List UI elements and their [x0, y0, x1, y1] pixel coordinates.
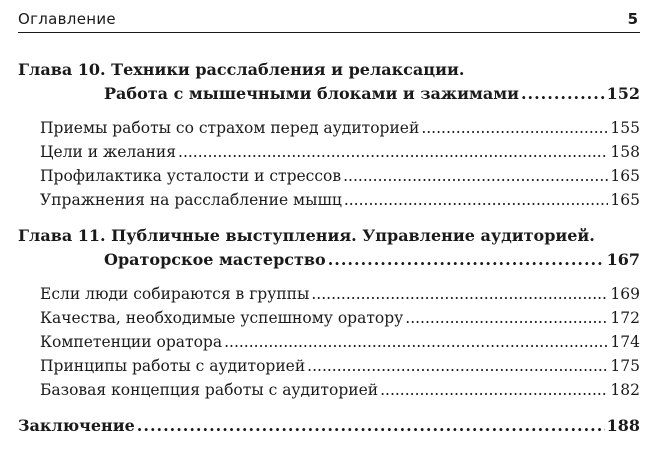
conclusion-entry[interactable]: [18, 414, 640, 438]
toc-item-title: Если люди собираются в группы: [40, 285, 310, 303]
toc-item-title: Компетенции оратора: [40, 333, 223, 351]
toc-item-page: 155: [610, 119, 640, 137]
conclusion-page: 188: [606, 416, 640, 435]
running-header: [18, 6, 640, 33]
table-of-contents: [18, 58, 640, 438]
leader-dots: [328, 248, 605, 272]
toc-item-page: 165: [610, 167, 640, 185]
leader-dots: [343, 164, 608, 188]
toc-item-page: 158: [610, 143, 640, 161]
toc-item-page: 174: [610, 333, 640, 351]
toc-item-title: Принципы работы с аудиторией: [40, 357, 306, 375]
toc-item[interactable]: [18, 164, 640, 188]
running-header-title: Оглавление: [18, 10, 116, 28]
leader-dots: [380, 378, 608, 402]
chapter-10-entry[interactable]: [18, 82, 640, 106]
leader-dots: [521, 82, 605, 106]
chapter-11-entry[interactable]: [18, 248, 640, 272]
chapter-10-title-line1: Глава 10. Техники расслабления и релаксации.: [18, 60, 465, 79]
toc-item-title: Приемы работы со страхом перед аудиторией: [40, 119, 420, 137]
leader-dots: [224, 330, 608, 354]
chapter-11-title-line2: Ораторское мастерство: [104, 250, 326, 269]
toc-item-page: 169: [610, 285, 640, 303]
chapter-10-page: 152: [606, 84, 640, 103]
leader-dots: [307, 354, 608, 378]
toc-item[interactable]: [18, 140, 640, 164]
toc-item-page: 182: [610, 381, 640, 399]
toc-item-title: Базовая концепция работы с аудиторией: [40, 381, 379, 399]
leader-dots: [405, 306, 608, 330]
leader-dots: [421, 116, 608, 140]
chapter-10-title-line2: Работа с мышечными блоками и зажимами: [104, 84, 519, 103]
page-number: 5: [627, 10, 638, 28]
toc-item-title: Качества, необходимые успешному оратору: [40, 309, 404, 327]
toc-item-page: 175: [610, 357, 640, 375]
chapter-11-title-line1: Глава 11. Публичные выступления. Управление аудиторией.: [18, 226, 595, 245]
toc-item-title: Профилактика усталости и стрессов: [40, 167, 342, 185]
chapter-11-page: 167: [606, 250, 640, 269]
toc-item[interactable]: [18, 116, 640, 140]
leader-dots: [178, 140, 608, 164]
toc-item[interactable]: [18, 378, 640, 402]
toc-item[interactable]: [18, 188, 640, 212]
toc-item[interactable]: [18, 330, 640, 354]
toc-item-page: 172: [610, 309, 640, 327]
leader-dots: [344, 188, 609, 212]
toc-item[interactable]: [18, 354, 640, 378]
toc-item-title: Цели и желания: [40, 143, 177, 161]
toc-item-page: 165: [610, 191, 640, 209]
toc-item[interactable]: [18, 306, 640, 330]
leader-dots: [137, 414, 605, 438]
conclusion-title: Заключение: [18, 416, 135, 435]
leader-dots: [311, 282, 608, 306]
toc-item-title: Упражнения на расслабление мышц: [40, 191, 342, 209]
toc-item[interactable]: [18, 282, 640, 306]
